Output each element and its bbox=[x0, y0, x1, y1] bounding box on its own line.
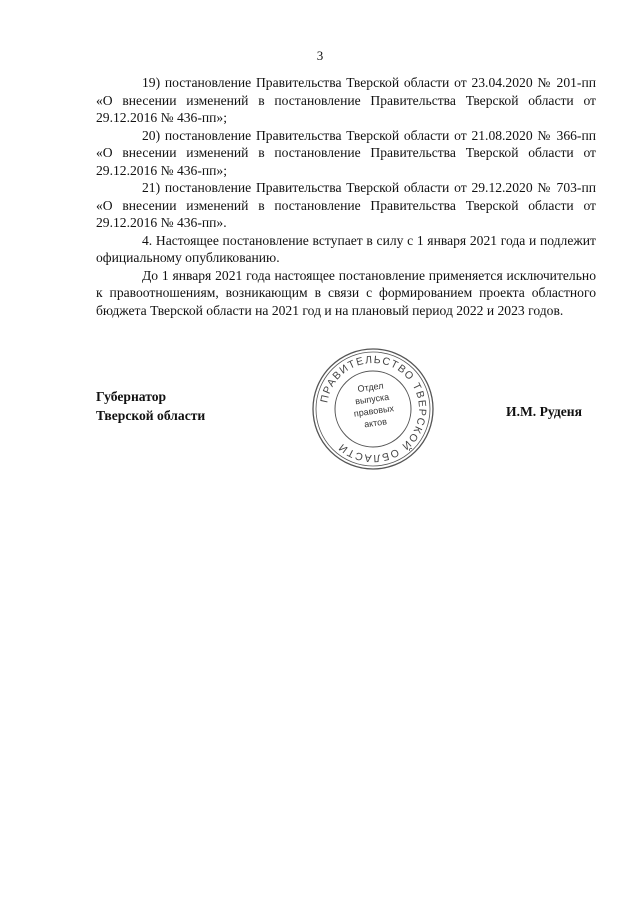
stamp-inner-line: актов bbox=[363, 416, 388, 430]
paragraph-item-21: 21) постановление Правительства Тверской области от 29.12.2020 № 703-пп «О внесении изменений в постановление Правительства Тверской области от 29.12.2016 № 436-пп». bbox=[96, 180, 596, 230]
signatory-name: И.М. Руденя bbox=[506, 404, 582, 419]
paragraph-effective-date: 4. Настоящее постановление вступает в силу с 1 января 2021 года и подлежит официальному опубликованию. bbox=[96, 232, 596, 265]
stamp-ring-text: ПРАВИТЕЛЬСТВО ТВЕРСКОЙ ОБЛАСТИ bbox=[318, 353, 429, 465]
stamp-inner-line: выпуска bbox=[354, 391, 390, 407]
paragraph-application-scope: До 1 января 2021 года настоящее постановление применяется исключительно к правоотношениям, возникающим в связи с формированием проекта областного бюджета Тверской области на 2021 год и на плановый период 2022 и 2023 годов. bbox=[96, 267, 596, 318]
paragraph-item-20: 20) постановление Правительства Тверской области от 21.08.2020 № 366-пп «О внесении изменений в постановление Правительства Тверской области от 29.12.2016 № 436-пп»; bbox=[96, 127, 596, 178]
signatory-title-line1: Губернатор bbox=[96, 389, 167, 404]
signatory-title bbox=[96, 387, 205, 425]
stamp-inner-line: Отдел bbox=[356, 380, 385, 394]
signatory-title-line2: Тверской области bbox=[96, 408, 206, 423]
document-body bbox=[96, 74, 596, 319]
paragraph-item-19: 19) постановление Правительства Тверской области от 23.04.2020 № 201-пп «О внесении изменений в постановление Правительства Тверской области от 29.12.2016 № 436-пп»; bbox=[96, 75, 596, 125]
official-stamp bbox=[311, 347, 435, 471]
page-number: 3 bbox=[316, 48, 324, 63]
stamp-inner-line: правовых bbox=[353, 403, 395, 419]
